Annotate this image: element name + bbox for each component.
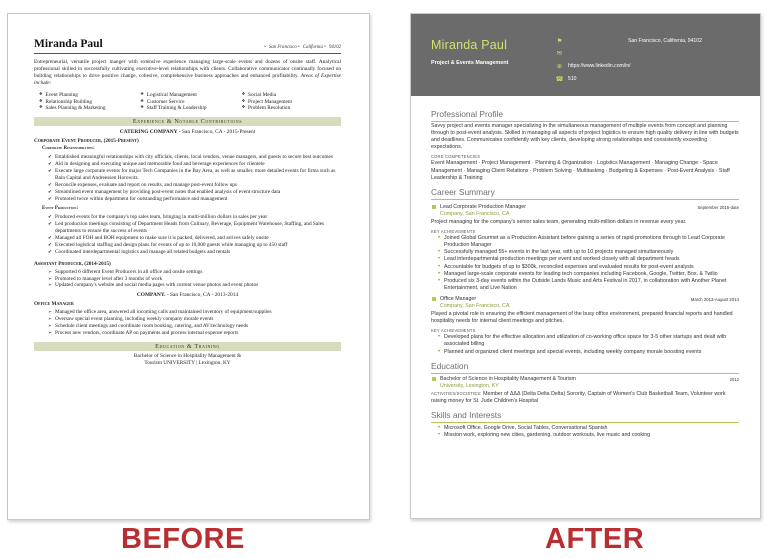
list-item: ➢ Supported 6 different Event Producers in all office and onsite settings — [48, 269, 341, 276]
skills-col-3: ❖ Social Media ❖ Project Management ❖ Problem Resolution — [237, 92, 338, 113]
key-achievements-label-2: KEY ACHIEVEMENTS — [431, 328, 476, 334]
education-entry — [431, 376, 739, 390]
job-1-bullets — [431, 235, 739, 292]
career-heading: Career Summary — [431, 187, 739, 200]
education-heading: Education — [431, 361, 739, 374]
list-item: ✔ Executed logistical staffing and design plans for events of up to 10,000 guests while managing up to 450 staff — [48, 242, 341, 249]
before-role-3: Office Manager — [34, 301, 74, 308]
contact-phone: ☎ 510 — [555, 75, 577, 83]
profile-text: Savvy project and events manager specializing in the simultaneous management of multiple events from concept and planning through to post-event analysis. Skilled in managing all aspects of project logistics to ensure high quality delivery in line with budgets and deadlines. Communicates confidently with key clients, developing strong relationships and consistently exceeding expectations. — [431, 123, 739, 151]
list-item: ✔ Coordinated interdepartmental logistics and manage all related budgets and rentals — [48, 249, 341, 256]
job-1-description: Project managing for the company's senior sales team, generating multi-million dollars in revenue every year. — [431, 218, 687, 225]
core-competencies-label: CORE COMPETENCIES — [431, 154, 481, 160]
list-item: ✔ Established meaningful relationships with city officials, clients, local vendors, venue managers, and guests to secure best outcomes — [48, 154, 341, 161]
after-header — [411, 14, 760, 96]
list-item: ➢ Process new vendors, coordinate AP on payments and process internal expense reports — [48, 330, 341, 337]
list-item: • Successfully managed 55+ events in the last year, with up to 10 projects managed simultaneously — [438, 249, 739, 256]
before-resume — [7, 13, 370, 520]
job-2-title: Office Manager — [440, 295, 477, 302]
list-item: ✔ Execute large corporate events for major Tech Companies in the Bay Area, as well as smaller, more detailed events for firms such as Bain Capital and Andreessen Horowitz. — [48, 168, 341, 182]
list-item: • Accountable for budgets of up to $300k, reconciled expenses and evaluated results for post-event analysis — [438, 264, 739, 271]
job-1-company: Company, San Francisco, CA — [440, 210, 510, 217]
after-resume — [410, 13, 761, 519]
contact-linkedin: ⊕ https://www.linkedin.com/in/ — [554, 60, 702, 73]
profile-heading: Professional Profile — [431, 109, 739, 122]
before-header — [34, 38, 341, 54]
list-item: ➢ Oversaw special event planning, including weekly company morale events — [48, 316, 341, 323]
core-competencies-text: Event Management · Project Management · Planning & Organization · Logistics Management · Managing Change · Space Management · Managing Client Relations · Problem Solving · Multitasking · Budgeting & Expenses · Post-Event Analysis · Staff Leadership & Training — [431, 160, 730, 181]
list-item: • Planned and organized client meetings and special events, including weekly company morale boosting events — [438, 349, 739, 356]
list-item: ✔ Reconcile expenses, evaluate and report on results, and manage post-event follow ups — [48, 182, 341, 189]
job-2-header — [431, 296, 739, 310]
contact-location: ⚑ San Francisco, California, 94102 — [554, 35, 702, 48]
list-item: ✔ Produced events for the company's top sales team, bringing in multi-million dollars in sales per year — [48, 214, 341, 221]
before-experience-heading: Experience & Notable Contributions — [34, 117, 341, 126]
after-title: Project & Events Management — [431, 60, 509, 66]
list-item: ➢ Managed the office area, answered all incoming calls and maintained inventory of equipment/supplies — [48, 309, 341, 316]
list-item: • Joined Global Gourmet as a Production Assistant before gaining a series of rapid promotions through to Lead Corporate Production Manager — [438, 235, 739, 249]
before-role-1: Corporate Event Producer, (2015-Present) — [34, 138, 139, 145]
job-2-description: Played a pivotal role in ensuring the efficient management of the busy office environment, prepared financial reports and handled hospitality needs for internal client meetings and pitches. — [431, 311, 733, 325]
list-item: ✔ Led production meetings consisting of Department Heads from Culinary, Beverage, Equipment Warehouse, Staffing, and Sales departments to ensure the success of events — [48, 221, 341, 235]
after-label: AFTER — [545, 523, 645, 555]
education-school: University, Lexington, KY — [440, 382, 499, 389]
skills-list — [431, 425, 739, 439]
before-name: Miranda Paul — [34, 38, 103, 50]
before-education-heading: Education & Training — [34, 342, 341, 351]
after-contacts — [554, 35, 702, 85]
after-name: Miranda Paul — [431, 38, 508, 52]
contact-email — [554, 48, 702, 61]
job-1-header — [431, 204, 739, 218]
key-achievements-label: KEY ACHIEVEMENTS — [431, 229, 476, 235]
list-item: ✔ Aid in designing and executing unique and memorable food and beverage experiences for clientele — [48, 161, 341, 168]
list-item: • Lead interdepartmental production meetings per event and worked closely with all department heads — [438, 256, 739, 263]
before-bullets-4 — [34, 309, 341, 337]
job-2-date: March 2013-August 2014 — [690, 296, 739, 302]
list-item: ✔ Promoted twice within department for outstanding performance and management — [48, 196, 341, 203]
list-item: • Managed large-scale corporate events for leading tech companies including Facebook, Google, Twitter, Box, & Twilio — [438, 271, 739, 278]
before-company-1: CATERING COMPANY - San Francisco, CA - 2015-Present — [119, 129, 256, 136]
job-1-title: Lead Corporate Production Manager — [440, 203, 526, 210]
before-label: BEFORE — [121, 523, 245, 555]
before-bullets-2 — [34, 214, 341, 255]
list-item: ✔ Managed all FOH and BOH equipment to make sure it is packed, delivered, and arrives safely onsite — [48, 235, 341, 242]
before-bullets-1 — [34, 154, 341, 202]
square-bullet-icon — [432, 297, 436, 301]
job-2-company: Company, San Francisco, CA — [440, 302, 510, 309]
location-pin-icon: ⚑ — [556, 37, 563, 45]
square-bullet-icon — [432, 377, 436, 381]
list-item: • Produced six 3-day events within the Outside Lands Music and Arts Festival in 2017, in collaboration with Another Planet Entertainment, and Live Nation — [438, 278, 739, 292]
before-education: Bachelor of Science in Hospitality Management & Tourism UNIVERSITY | Lexington, KY — [133, 352, 242, 366]
envelope-icon: ✉ — [556, 50, 563, 58]
skills-heading: Skills and Interests — [431, 410, 739, 423]
skills-col-1: ❖ Event Planning ❖ Relationship Building ❖ Sales Planning & Marketing — [34, 92, 135, 113]
list-item: ➢ Promoted to manager level after 3 months of work — [48, 276, 341, 283]
job-1-date: September 2015-date — [697, 204, 739, 210]
education-activities: ACTIVITIES/SOCIETIES: Member of ΔΔΔ (Delta Delta Delta) Sorority, Captain of Women's Club Basketball Team, Volunteer work raising money for St. Jude Children's Hospital — [431, 390, 726, 404]
before-skills — [34, 92, 341, 113]
education-year: 2012 — [729, 376, 739, 382]
before-summary: Entrepreneurial, versatile project manger with extensive experience managing large-scale events and dozens of onsite staff. Analytical professional skilled in successfully cultivating executive-level relationships with clients. Collaborative communicator continually focused on building relationships to drive positive change, cohesive, comprehensive business approaches and enhanced profitability. Areas of Expertise include: — [34, 59, 342, 86]
after-body — [411, 96, 760, 439]
list-item: ➢ Schedule client meetings and coordinate room booking, catering, and AV/technology needs — [48, 323, 341, 330]
list-item: • Mission work, exploring new cities, gardening, outdoor workouts, live music and cooking — [438, 432, 739, 439]
before-contact: • San Francisco • California • 94102 — [264, 45, 341, 50]
before-bullets-3 — [34, 269, 341, 290]
before-subheading-1: Corporate Responsibilities: — [42, 146, 95, 152]
list-item: • Microsoft Office, Google Drive, Social Tables, Conversational Spanish — [438, 425, 739, 432]
job-2-bullets — [431, 334, 739, 355]
skills-col-2: ❖ Logistical Management ❖ Customer Service ❖ Staff Training & Leadership — [135, 92, 236, 113]
square-bullet-icon — [432, 205, 436, 209]
list-item: • Developed plans for the effective allocation and utilization of co-working office space for 3-5 other startups and dealt with associated billing — [438, 334, 739, 348]
before-company-2: COMPANY. - San Francisco, CA - 2013-2014 — [136, 292, 239, 299]
linkedin-icon: ⊕ — [556, 62, 563, 70]
list-item: ✔ Streamlined event management by providing post-event notes that enabled analysis of event structure data — [48, 189, 341, 196]
before-subheading-2: Event Production: — [42, 206, 79, 212]
phone-icon: ☎ — [555, 75, 564, 83]
before-role-2: Assistant Producer, (2014-2015) — [34, 260, 111, 267]
list-item: ➢ Updated company's website and social media pages with current venue photos and event photos — [48, 282, 341, 289]
education-title: Bachelor of Science in Hospitality Management & Tourism — [440, 375, 576, 382]
